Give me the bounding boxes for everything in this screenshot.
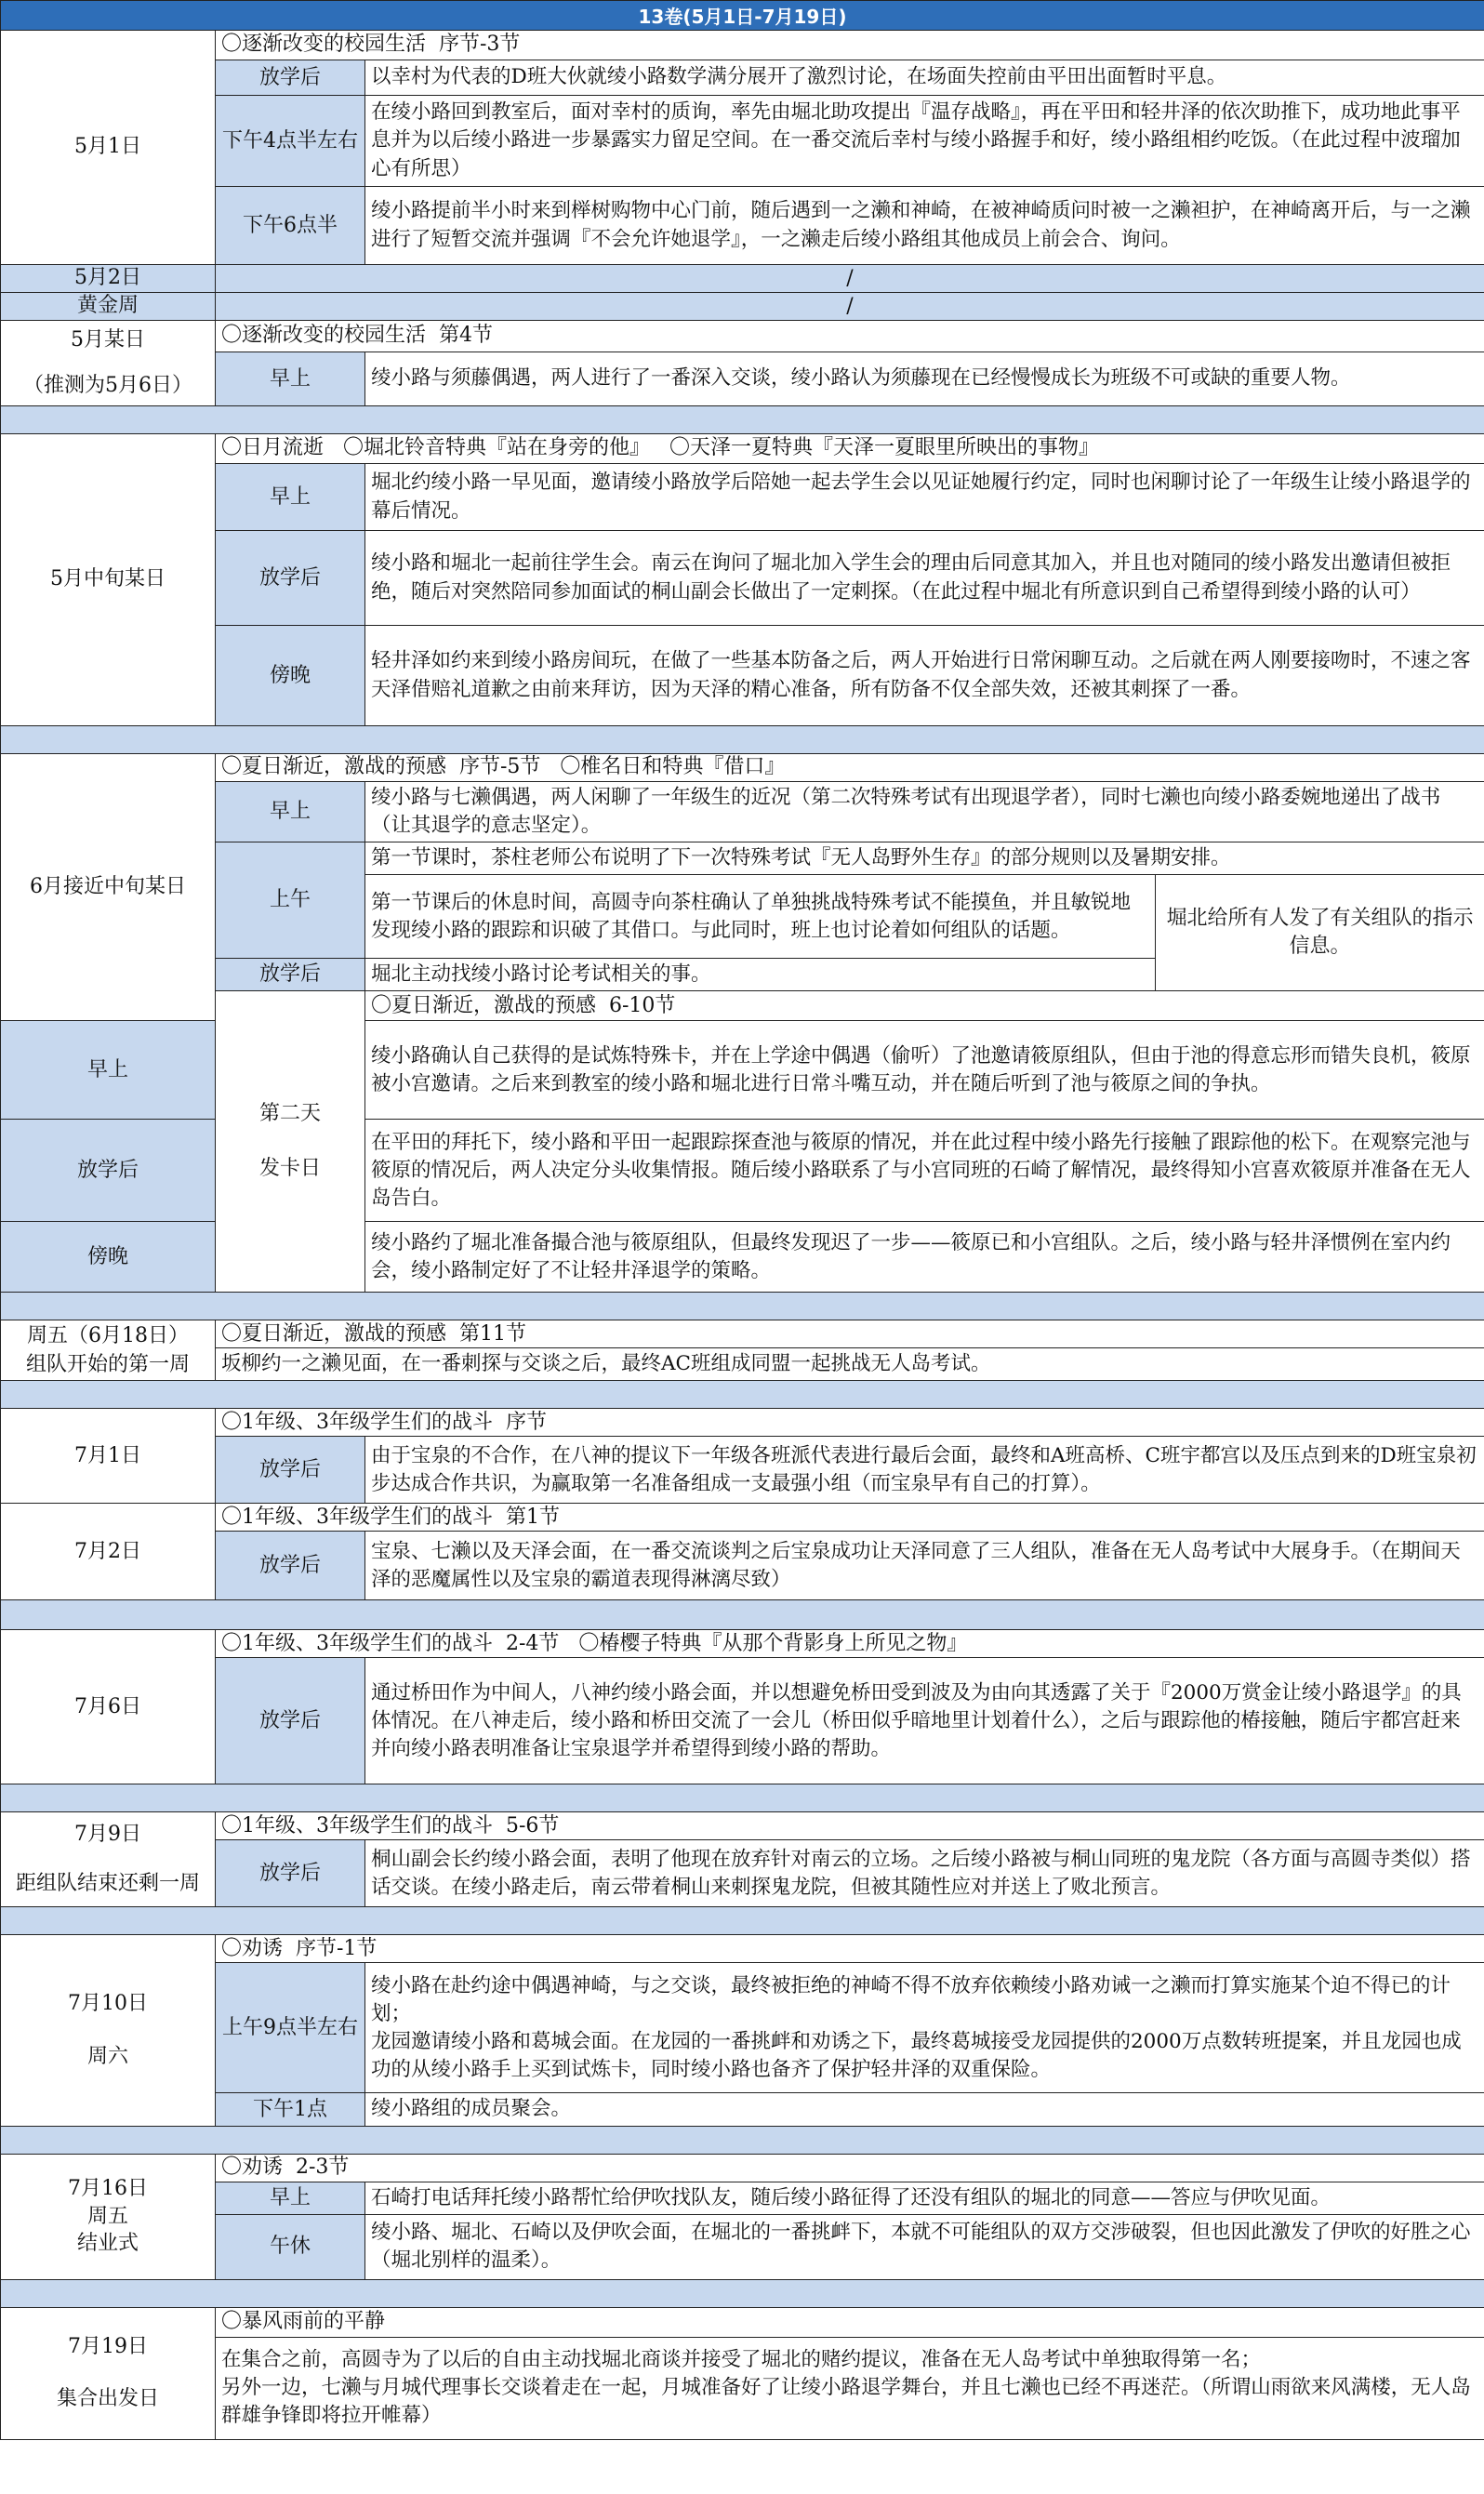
time-cell: 放学后 (216, 1532, 365, 1600)
time-cell: 放学后 (216, 959, 365, 991)
chapter-heading: 〇夏日渐近，激战的预感 6-10节 (365, 991, 1484, 1021)
chapter-heading: 〇劝诱 2-3节 (216, 2154, 1484, 2182)
date-line: 7月16日 (68, 2177, 148, 2201)
empty-marker: / (216, 265, 1484, 293)
date-line: 集合出发日 (56, 2387, 159, 2411)
chapter-heading: 〇1年级、3年级学生们的战斗 5-6节 (216, 1812, 1484, 1840)
time-cell: 傍晚 (1, 1222, 216, 1293)
time-cell: 放学后 (216, 1840, 365, 1907)
date-line: 7月6日 (74, 1694, 141, 1718)
event-text: 在集合之前，高圆寺为了以后的自由主动找堀北商谈并接受了堀北的赌约提议，准备在无人岛考试中单独取得第一名； 另外一边，七濑与月城代理事长交谈着走在一起，月城准备好了让绫小路退学舞台，并且七濑也已经不再迷茫。（所谓山雨欲来风满楼，无人岛群雄争锋即将拉开帷幕） (216, 2337, 1484, 2439)
event-text: 绫小路与须藤偶遇，两人进行了一番深入交谈，绫小路认为须藤现在已经慢慢成长为班级不可或缺的重要人物。 (365, 352, 1484, 406)
event-text: 轻井泽如约来到绫小路房间玩，在做了一些基本防备之后，两人开始进行日常闲聊互动。之后就在两人刚要接吻时，不速之客天泽借赔礼道歉之由前来拜访，因为天泽的精心准备，所有防备不仅全部失效，还被其刺探了一番。 (365, 626, 1484, 726)
event-text: 绫小路、堀北、石崎以及伊吹会面，在堀北的一番挑衅下，本就不可能组队的双方交涉破裂，但也因此激发了伊吹的好胜之心（堀北别样的温柔）。 (365, 2214, 1484, 2279)
chapter-heading: 〇1年级、3年级学生们的战斗 第1节 (216, 1504, 1484, 1532)
date-line: 7月19日 (68, 2334, 148, 2358)
event-text: 在平田的拜托下，绫小路和平田一起跟踪探查池与筱原的情况，并在此过程中绫小路先行接触了跟踪他的松下。在观察完池与筱原的情况后，两人决定分头收集情报。随后绫小路联系了与小宫同班的石崎了解情况，最终得知小宫喜欢筱原并准备在无人岛告白。 (365, 1120, 1484, 1222)
event-text: 第一节课后的休息时间，高圆寺向茶柱确认了单独挑战特殊考试不能摸鱼，并且敏锐地发现绫小路的跟踪和识破了其借口。与此同时，班上也讨论着如何组队的话题。 (365, 875, 1156, 959)
chapter-heading: 〇逐渐改变的校园生活 第4节 (216, 321, 1484, 352)
time-cell: 下午6点半 (216, 187, 365, 265)
chapter-heading: 〇夏日渐近，激战的预感 第11节 (216, 1320, 1484, 1348)
date-line: 发卡日 (258, 1156, 321, 1180)
chapter-heading: 〇逐渐改变的校园生活 序节-3节 (216, 31, 1484, 60)
event-text: 绫小路确认自己获得的是试炼特殊卡，并在上学途中偶遇（偷听）了池邀请筱原组队，但由于池的得意忘形而错失良机，筱原被小宫邀请。之后来到教室的绫小路和堀北进行日常斗嘴互动，并在随后听到了池与筱原之间的争执。 (365, 1021, 1484, 1120)
date-line: 5月中旬某日 (50, 567, 166, 591)
row-separator (1, 2279, 1484, 2307)
event-text: 绫小路约了堀北准备撮合池与筱原组队，但最终发现迟了一步——筱原已和小宫组队。之后，绫小路与轻井泽惯例在室内约会，绫小路制定好了不让轻井泽退学的策略。 (365, 1222, 1484, 1293)
date-line: 6月接近中旬某日 (30, 874, 186, 898)
time-cell: 早上 (216, 2182, 365, 2214)
row-separator (1, 1784, 1484, 1812)
date-line: 周六 (86, 2044, 128, 2068)
date-cell (1, 1409, 216, 1504)
date-cell (1, 321, 216, 406)
time-cell: 早上 (216, 782, 365, 842)
row-separator (1, 1381, 1484, 1409)
row-separator (1, 2126, 1484, 2154)
time-cell: 下午4点半左右 (216, 96, 365, 187)
row-separator (1, 1907, 1484, 1935)
time-cell: 放学后 (216, 1658, 365, 1784)
row-separator (1, 726, 1484, 754)
event-text: 石崎打电话拜托绫小路帮忙给伊吹找队友，随后绫小路征得了还没有组队的堀北的同意——答应与伊吹见面。 (365, 2182, 1484, 2214)
date-line: 7月1日 (74, 1443, 141, 1467)
time-cell: 早上 (216, 464, 365, 531)
event-text: 坂柳约一之濑见面，在一番刺探与交谈之后，最终AC班组成同盟一起挑战无人岛考试。 (216, 1348, 1484, 1381)
event-text: 堀北主动找绫小路讨论考试相关的事。 (365, 959, 1156, 991)
date-line: 组队开始的第一周 (25, 1353, 190, 1377)
date-cell (1, 1504, 216, 1600)
event-text: 绫小路在赴约途中偶遇神崎，与之交谈，最终被拒绝的神崎不得不放弃依赖绫小路劝诫一之濑而打算实施某个迫不得已的计划； 龙园邀请绫小路和葛城会面。在龙园的一番挑衅和劝诱之下，最终葛城接受龙园提供的2000万点数转班提案，并且龙园也成功的从绫小路手上买到试炼卡，同时绫小路也备齐了保护轻井泽的双重保险。 (365, 1963, 1484, 2093)
event-text: 通过桥田作为中间人，八神约绫小路会面，并以想避免桥田受到波及为由向其透露了关于『2000万赏金让绫小路退学』的具体情况。在八神走后，绫小路和桥田交流了一会儿（桥田似乎暗地里计划着什么），之后与跟踪他的椿接触，随后宇都宫赶来并向绫小路表明准备让宝泉退学并希望得到绫小路的帮助。 (365, 1658, 1484, 1784)
chapter-heading: 〇劝诱 序节-1节 (216, 1935, 1484, 1963)
date-cell (1, 1630, 216, 1784)
date-cell: 黄金周 (1, 293, 216, 321)
row-separator (1, 406, 1484, 434)
date-line: 7月9日 (74, 1823, 141, 1847)
time-cell: 上午 (216, 842, 365, 959)
chapter-heading: 〇1年级、3年级学生们的战斗 序节 (216, 1409, 1484, 1437)
event-text: 桐山副会长约绫小路会面，表明了他现在放弃针对南云的立场。之后绫小路被与桐山同班的鬼龙院（各方面与高圆寺类似）搭话交谈。在绫小路走后，南云带着桐山来刺探鬼龙院，但被其随性应对并送上了败北预言。 (365, 1840, 1484, 1907)
date-line: 7月10日 (68, 1992, 148, 2016)
chapter-heading: 〇1年级、3年级学生们的战斗 2-4节 〇椿樱子特典『从那个背影身上所见之物』 (216, 1630, 1484, 1658)
date-cell (1, 1812, 216, 1907)
time-cell: 午休 (216, 2214, 365, 2279)
event-text: 绫小路组的成员聚会。 (365, 2093, 1484, 2126)
time-cell: 上午9点半左右 (216, 1963, 365, 2093)
time-cell: 下午1点 (216, 2093, 365, 2126)
chapter-heading: 〇夏日渐近，激战的预感 序节-5节 〇椎名日和特典『借口』 (216, 754, 1484, 782)
event-text: 在绫小路回到教室后，面对幸村的质询，率先由堀北助攻提出『温存战略』，再在平田和轻井泽的依次助推下，成功地此事平息并为以后绫小路进一步暴露实力留足空间。在一番交流后幸村与绫小路握手和好，绫小路组相约吃饭。（在此过程中波瑠加心有所思） (365, 96, 1484, 187)
event-text: 绫小路和堀北一起前往学生会。南云在询问了堀北加入学生会的理由后同意其加入，并且也对随同的绫小路发出邀请但被拒绝，随后对突然陪同参加面试的桐山副会长做出了一定刺探。（在此过程中堀北有所意识到自己希望得到绫小路的认可） (365, 531, 1484, 626)
event-text: 绫小路提前半小时来到榉树购物中心门前，随后遇到一之濑和神崎，在被神崎质问时被一之濑袒护，在神崎离开后，与一之濑进行了短暂交流并强调『不会允许她退学』，一之濑走后绫小路组其他成员上前会合、询问。 (365, 187, 1484, 265)
date-line: 距组队结束还剩一周 (15, 1871, 200, 1895)
row-separator (1, 1293, 1484, 1320)
date-cell (1, 2307, 216, 2439)
date-cell: 5月2日 (1, 265, 216, 293)
chapter-heading: 〇暴风雨前的平静 (216, 2307, 1484, 2337)
event-text: 第一节课时，茶柱老师公布说明了下一次特殊考试『无人岛野外生存』的部分规则以及暑期安排。 (365, 842, 1484, 875)
date-cell (1, 1320, 216, 1381)
event-text: 绫小路与七濑偶遇，两人闲聊了一年级生的近况（第二次特殊考试有出现退学者），同时七濑也向绫小路委婉地递出了战书（让其退学的意志坚定）。 (365, 782, 1484, 842)
time-cell: 放学后 (216, 531, 365, 626)
time-cell: 早上 (1, 1021, 216, 1120)
time-cell: 傍晚 (216, 626, 365, 726)
event-text: 以幸村为代表的D班大伙就绫小路数学满分展开了激烈讨论，在场面失控前由平田出面暂时平息。 (365, 60, 1484, 96)
date-cell (1, 2154, 216, 2279)
time-cell: 放学后 (1, 1120, 216, 1222)
row-separator (1, 1600, 1484, 1630)
date-cell (1, 754, 216, 1021)
date-line: 周五 (86, 2204, 128, 2228)
date-line: 周五（6月18日） (27, 1323, 189, 1347)
event-text: 由于宝泉的不合作，在八神的提议下一年级各班派代表进行最后会面，最终和A班高桥、C班宇都宫以及压点到来的D班宝泉初步达成合作共识，为赢取第一名准备组成一支最强小组（而宝泉早有自己的打算）。 (365, 1437, 1484, 1504)
table-title: 13卷(5月1日-7月19日) (1, 1, 1484, 31)
date-line: （推测为5月6日） (23, 373, 192, 397)
date-line: 7月2日 (74, 1539, 141, 1563)
date-line: 5月某日 (71, 328, 145, 352)
date-cell (216, 991, 365, 1293)
event-text: 堀北约绫小路一早见面，邀请绫小路放学后陪她一起去学生会以见证她履行约定，同时也闲聊讨论了一年级生让绫小路退学的幕后情况。 (365, 464, 1484, 531)
time-cell: 放学后 (216, 60, 365, 96)
event-text: 宝泉、七濑以及天泽会面，在一番交流谈判之后宝泉成功让天泽同意了三人组队，准备在无人岛考试中大展身手。（在期间天泽的恶魔属性以及宝泉的霸道表现得淋漓尽致） (365, 1532, 1484, 1600)
empty-marker: / (216, 293, 1484, 321)
date-cell (1, 1935, 216, 2126)
side-note: 堀北给所有人发了有关组队的指示信息。 (1156, 875, 1484, 991)
time-cell: 早上 (216, 352, 365, 406)
time-cell: 放学后 (216, 1437, 365, 1504)
date-cell (1, 434, 216, 726)
date-line: 结业式 (76, 2232, 139, 2256)
chapter-heading: 〇日月流逝 〇堀北铃音特典『站在身旁的他』 〇天泽一夏特典『天泽一夏眼里所映出的事物』 (216, 434, 1484, 464)
date-line: 第二天 (258, 1102, 321, 1126)
date-cell (1, 31, 216, 265)
date-line: 5月1日 (74, 135, 141, 159)
